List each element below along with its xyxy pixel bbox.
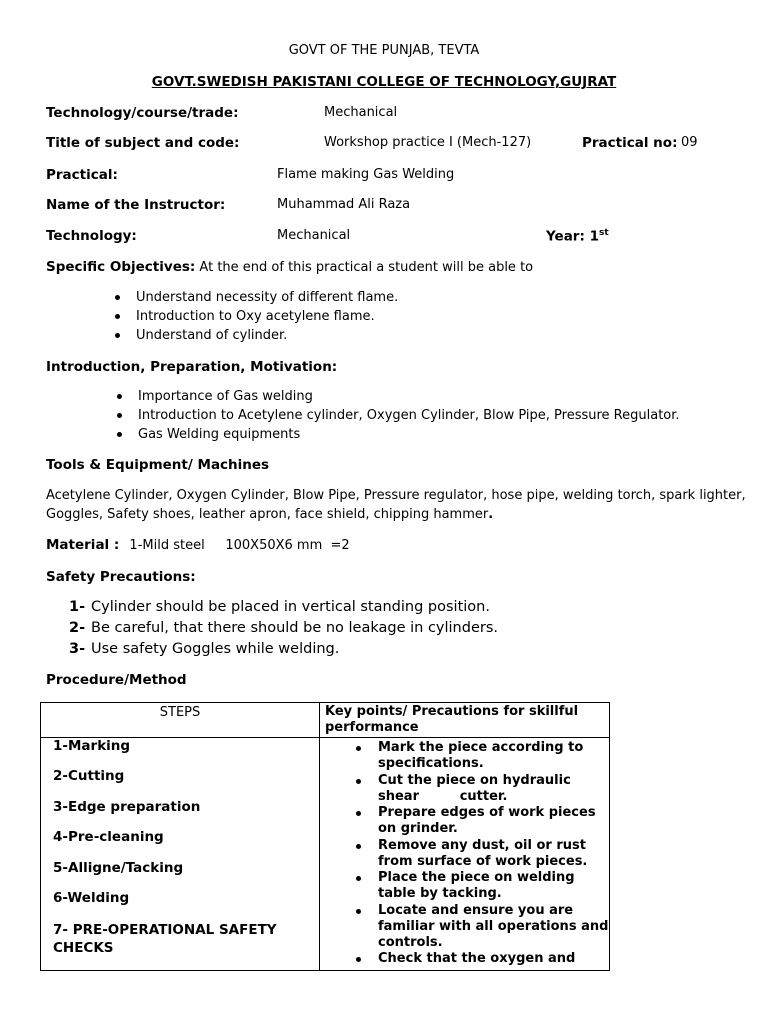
key-points-list xyxy=(320,738,609,967)
tools-heading: Tools & Equipment/ Machines xyxy=(46,457,270,473)
year-superscript: st xyxy=(598,228,609,238)
safety-item-1 xyxy=(69,599,490,615)
table-row xyxy=(41,738,610,971)
list-item: Check that the oxygen and xyxy=(320,951,609,967)
technology-label: Technology: xyxy=(46,228,137,244)
step-item: 7- PRE-OPERATIONAL SAFETY xyxy=(53,922,277,938)
practical-value: Flame making Gas Welding xyxy=(277,167,455,182)
subject-title-value: Workshop practice I (Mech-127) xyxy=(324,135,532,150)
list-item: Understand of cylinder. xyxy=(110,326,398,345)
technology-course-trade-value: Mechanical xyxy=(324,105,398,120)
key-points-cell xyxy=(320,738,610,971)
tools-line-2 xyxy=(46,507,493,522)
tools-line-2-end: . xyxy=(488,507,494,522)
steps-column-header: STEPS xyxy=(41,703,320,738)
procedure-table xyxy=(40,702,610,971)
steps-cell xyxy=(41,738,320,971)
practical-no-label: Practical no: xyxy=(582,135,678,151)
list-item: Gas Welding equipments xyxy=(112,425,680,444)
practical-no-value: 09 xyxy=(681,135,698,150)
instructor-label: Name of the Instructor: xyxy=(46,197,226,213)
objectives-list xyxy=(110,288,398,345)
list-item: Locate and ensure you are familiar with all operations and controls. xyxy=(320,903,609,951)
step-item: 6-Welding xyxy=(53,890,130,906)
material-value: 1-Mild steel 100X50X6 mm =2 xyxy=(129,538,350,553)
list-item: Prepare edges of work pieces on grinder. xyxy=(320,805,609,837)
practical-label: Practical: xyxy=(46,167,118,183)
list-item: Cut the piece on hydraulic shear cutter. xyxy=(320,773,609,805)
safety-item-number: 3- xyxy=(69,641,86,657)
material-line xyxy=(46,537,350,553)
step-item: CHECKS xyxy=(53,940,114,956)
step-item: 4-Pre-cleaning xyxy=(53,829,164,845)
safety-item-2 xyxy=(69,620,498,636)
college-header: GOVT.SWEDISH PAKISTANI COLLEGE OF TECHNOLOGY,GUJRAT xyxy=(151,74,617,90)
subject-title-label: Title of subject and code: xyxy=(46,135,240,151)
tools-line-2-text: Goggles, Safety shoes, leather apron, face shield, chipping hammer xyxy=(46,507,489,522)
technology-course-trade-label: Technology/course/trade: xyxy=(46,105,239,121)
list-item: Introduction to Acetylene cylinder, Oxygen Cylinder, Blow Pipe, Pressure Regulator. xyxy=(112,406,680,425)
safety-item-text: Be careful, that there should be no leakage in cylinders. xyxy=(91,620,498,636)
step-item: 2-Cutting xyxy=(53,768,125,784)
list-item: Importance of Gas welding xyxy=(112,387,680,406)
introduction-list xyxy=(112,387,680,444)
objectives-line xyxy=(46,259,533,275)
safety-item-text: Use safety Goggles while welding. xyxy=(91,641,340,657)
step-item: 1-Marking xyxy=(53,738,131,754)
safety-item-text: Cylinder should be placed in vertical standing position. xyxy=(91,599,490,615)
table-header-row xyxy=(41,703,610,738)
step-item: 5-Alligne/Tacking xyxy=(53,860,184,876)
objectives-label: Specific Objectives: xyxy=(46,259,196,275)
safety-item-number: 1- xyxy=(69,599,86,615)
year-field xyxy=(546,228,609,245)
objectives-intro: At the end of this practical a student will be able to xyxy=(199,260,534,275)
material-label: Material : xyxy=(46,537,120,553)
list-item: Understand necessity of different flame. xyxy=(110,288,398,307)
list-item: Remove any dust, oil or rust from surface of work pieces. xyxy=(320,838,609,870)
procedure-heading: Procedure/Method xyxy=(46,672,187,688)
safety-item-3 xyxy=(69,641,339,657)
list-item: Place the piece on welding table by tacking. xyxy=(320,870,609,902)
step-item: 3-Edge preparation xyxy=(53,799,201,815)
year-value: 1 xyxy=(589,228,599,245)
list-item: Mark the piece according to specifications. xyxy=(320,740,609,772)
safety-item-number: 2- xyxy=(69,620,86,636)
instructor-value: Muhammad Ali Raza xyxy=(277,197,411,212)
year-label: Year: xyxy=(546,228,585,245)
tools-line-1: Acetylene Cylinder, Oxygen Cylinder, Blow Pipe, Pressure regulator, hose pipe, welding torch, spark lighter, xyxy=(46,488,746,503)
introduction-heading: Introduction, Preparation, Motivation: xyxy=(46,359,338,375)
technology-value: Mechanical xyxy=(277,228,351,243)
list-item: Introduction to Oxy acetylene flame. xyxy=(110,307,398,326)
govt-header: GOVT OF THE PUNJAB, TEVTA xyxy=(288,43,480,58)
key-points-column-header: Key points/ Precautions for skillful performance xyxy=(320,703,610,738)
safety-heading: Safety Precautions: xyxy=(46,569,196,585)
